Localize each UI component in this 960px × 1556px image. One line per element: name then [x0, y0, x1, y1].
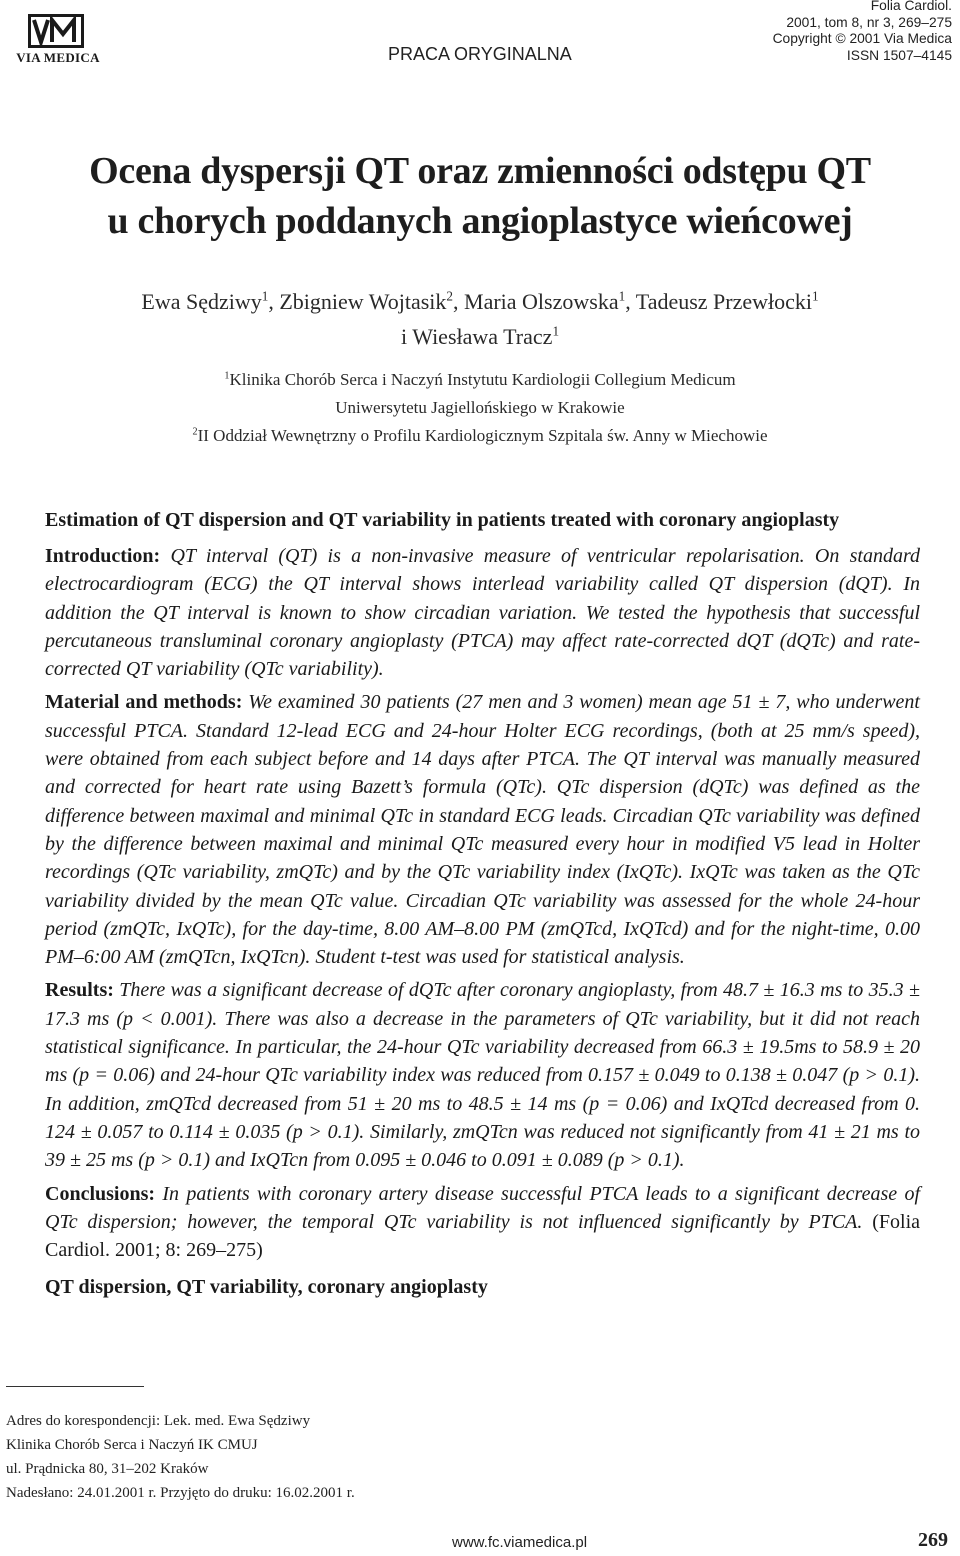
journal-meta: [773, 0, 952, 64]
author-name: Ewa Sędziwy: [141, 289, 262, 314]
section-text: There was a significant decrease of dQTc after coronary angioplasty, from 48.7 ± 16.3 ms to 35.3 ± 17.3 ms (p < 0.001). There was also a decrease in the parameters of QTc variability, but it did not reach statistical significance. In particular, the 24-hour QTc variability decreased from 66.3 ± 19.5ms to 58.9 ± 20 ms (p = 0.06) and 24-hour QTc variability index was reduced from 0.157 ± 0.049 to 0.138 ± 0.047 (p > 0.1). In addition, zmQTcd decreased from 51 ± 20 ms to 48.5 ± 14 ms (p = 0.06) and IxQTcd decreased from 0. 124 ± 0.057 to 0.114 ± 0.035 (p > 0.1). Similarly, zmQTcn was reduced not significantly from 41 ± 21 ms to 39 ± 25 ms (p > 0.1) and IxQTcn from 0.095 ± 0.046 to 0.091 ± 0.089 (p > 0.1).: [45, 979, 921, 1172]
via-medica-mark-icon: [28, 14, 84, 48]
affiliation-1-cont: Uniwersytetu Jagiellońskiego w Krakowie: [335, 398, 625, 417]
section-text: QT interval (QT) is a non-invasive measure of ventricular repolarisation. On standard electrocardiogram (ECG) the QT interval shows interlead variability called QT dispersion (dQT). In addition the QT interval is known to show circadian variation. We tested the hypothesis that successful percutaneous transluminal coronary angioplasty (PTCA) may affect rate-corrected dQT (dQTc) and rate-corrected QT variability (QTc variability).: [45, 545, 920, 681]
journal-volume: 2001, tom 8, nr 3, 269–275: [786, 14, 952, 30]
english-abstract: [45, 506, 920, 1299]
author-affiliation-sup: 1: [552, 323, 560, 339]
affiliation-1: $^1$Klinika Chorób Serca i Naczyń Instytutu Kardiologii Collegium Medicum: [224, 370, 736, 389]
author-affiliation-sup: 2: [446, 288, 454, 304]
abstract-introduction: [45, 542, 920, 683]
author-affiliation-sup: 1: [812, 288, 819, 304]
author-list: Ewa Sędziwy$^1$, Zbigniew Wojtasik$^2$, Maria Olszowska$^1$, Tadeusz Przewłocki$^1$ i Wiesława Tracz$^1$: [141, 288, 819, 349]
author-name: Maria Olszowska: [464, 289, 619, 314]
logo-wordmark: VIA MEDICA: [16, 50, 100, 65]
journal-name: Folia Cardiol.: [870, 0, 952, 13]
section-text: We examined 30 patients (27 men and 3 women) mean age 51 ± 7, who underwent successful PTCA. Standard 12-lead ECG and 24-hour Holter ECG recordings, (both at 25 mm/s speed), were obtained from each subject before and 14 days after PTCA. The QT interval was manually measured and corrected for heart rate using Bazett’s formula (QTc). QTc dispersion (dQTc) was defined as the difference between maximal and minimal QTc in standard ECG leads. Circadian QTc variability was defined by the difference between maximal and minimal QTc measured every hour in modified V5 lead in Holter recordings (QTc variability, zmQTc) and by the QTc variability index (IxQTc). IxQTc was taken as the QTc variability divided by the mean QTc value. Circadian QTc variability was assessed for the whole 24-hour period (zmQTc, IxQTc), for the day-time, 8.00 AM–8.00 PM (zmQTcd, IxQTcd) and for the night-time, 0.00 PM–6:00 AM (zmQTcn, IxQTcn). Student t-test was used for statistical analysis.: [45, 691, 920, 969]
author-name: Zbigniew Wojtasik: [279, 289, 447, 314]
footnote-divider: [6, 1386, 144, 1387]
journal-issn: ISSN 1507–4145: [846, 47, 952, 63]
author-conjunction: i: [400, 324, 408, 349]
title-line-1: Ocena dyspersji QT oraz zmienności odstępu QT: [89, 150, 871, 192]
footer-url: www.fc.viamedica.pl: [452, 1534, 588, 1551]
correspondence-address: Adres do korespondencji: Lek. med. Ewa Sędziwy Klinika Chorób Serca i Naczyń IK CMUJ ul. Prądnicka 80, 31–202 Kraków Nadesłano: 24.01.2001 r. Przyjęto do druku: 16.02.2001 r.: [6, 1413, 355, 1501]
journal-copyright: Copyright © 2001 Via Medica: [772, 31, 952, 46]
section-heading: Conclusions:: [45, 1182, 156, 1205]
abstract-results: [45, 976, 920, 1174]
section-label: PRACA ORYGINALNA: [388, 44, 572, 64]
section-heading: Material and methods:: [45, 691, 243, 714]
author-name: Wiesława Tracz: [412, 324, 553, 349]
author-affiliation-sup: 1: [261, 288, 269, 304]
citation: (Folia Cardiol. 2001; 8: 269–275): [45, 1210, 921, 1262]
english-title: Estimation of QT dispersion and QT variability in patients treated with coronary angioplasty: [45, 509, 840, 531]
author-affiliation-sup: 1: [618, 288, 626, 304]
section-heading: Introduction:: [45, 545, 161, 567]
affiliations: [0, 366, 960, 450]
page-number: 269: [918, 1529, 948, 1551]
section-text: In patients with coronary artery disease successful PTCA leads to a significant decrease of QTc dispersion; however, the temporal QTc variability is not influenced significantly by PTCA.: [45, 1182, 921, 1233]
abstract-methods: [45, 688, 920, 971]
publisher-logo: [8, 14, 108, 64]
abstract-conclusions: [45, 1180, 920, 1265]
keywords: QT dispersion, QT variability, coronary angioplasty: [45, 1276, 488, 1299]
author-name: Tadeusz Przewłocki: [635, 289, 813, 314]
section-heading: Results:: [45, 979, 114, 1002]
title-line-2: u chorych poddanych angioplastyce wieńcowej: [107, 200, 853, 242]
article-title: [0, 146, 960, 246]
affiliation-2: $^2$II Oddział Wewnętrzny o Profilu Kardiologicznym Szpitala św. Anny w Miechowie: [192, 426, 768, 445]
